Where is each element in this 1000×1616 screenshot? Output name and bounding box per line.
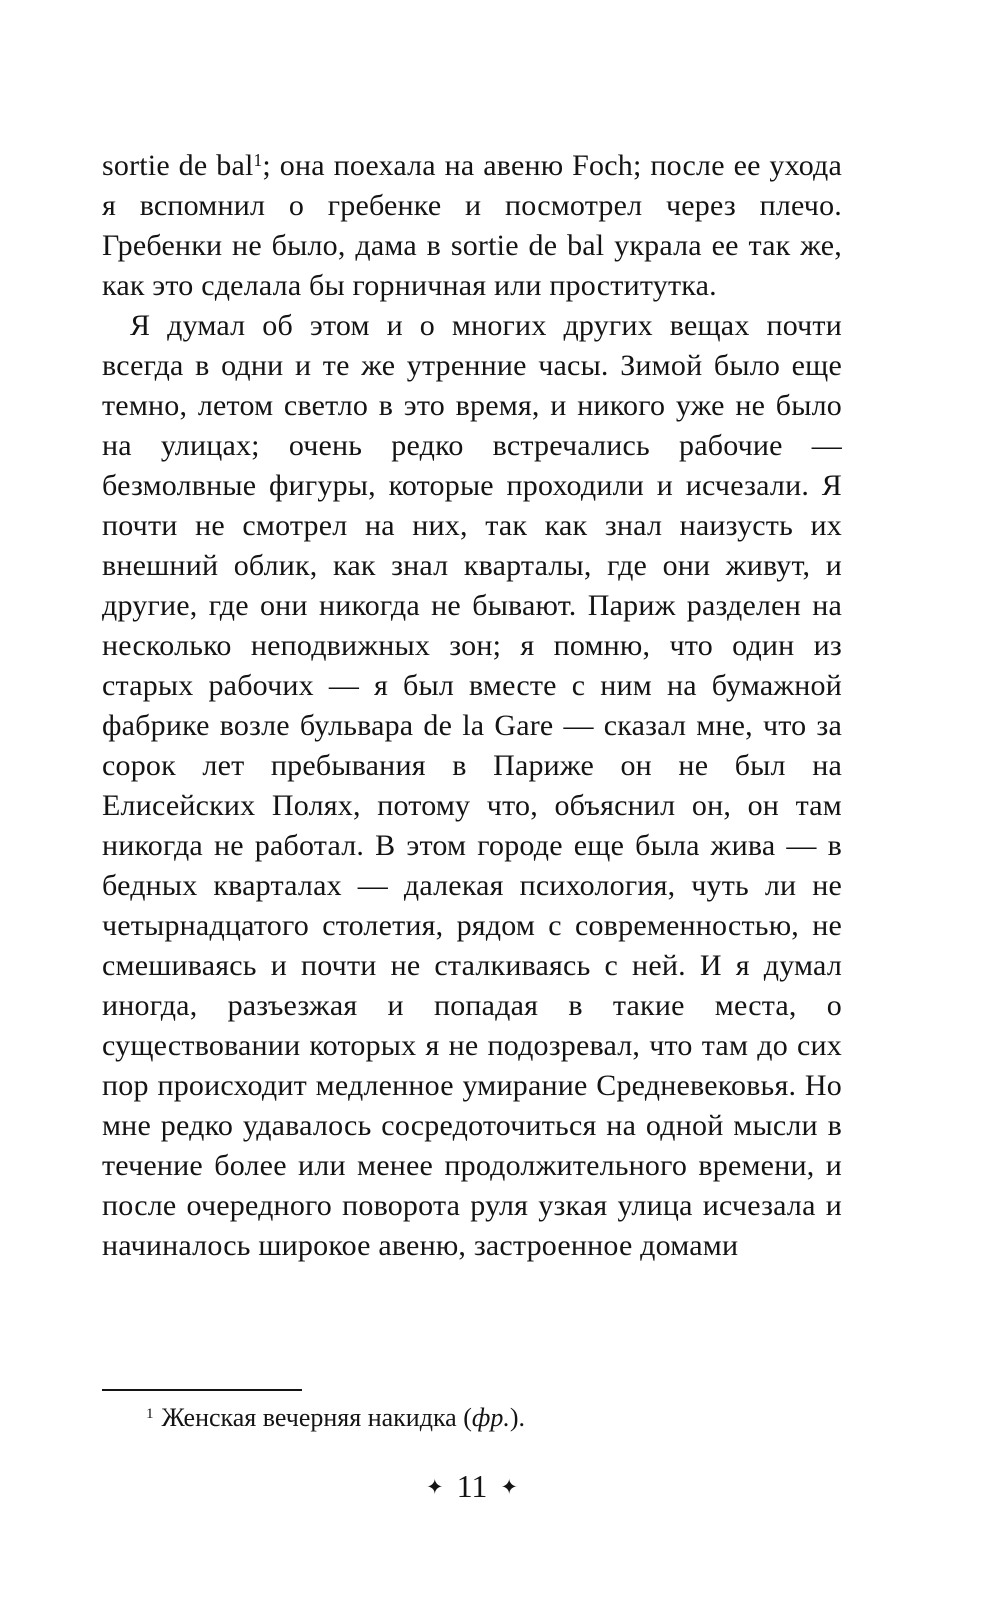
footnote-language-abbreviation: фр. [471, 1403, 510, 1432]
main-text [102, 146, 842, 1266]
paragraph: Я думал об этом и о многих других вещах почти всегда в одни и те же утренние часы. Зимой было еще темно, летом светло в это время, и никого уже не было на улицах; очень редко встречались рабочие — безмолвные фигуры, которые проходили и исчезали. Я почти не смотрел на них, так как знал наизусть их внешний облик, как знал кварталы, где они живут, и другие, где они никогда не бывают. Париж разделен на несколько неподвижных зон; я помню, что один из старых рабочих — я был вместе с ним на бумажной фабрике возле бульвара de la Gare — сказал мне, что за сорок лет пребывания в Париже он не был на Елисейских Полях, потому что, объяснил он, он там никогда не работал. В этом городе еще была жива — в бедных кварталах — далекая психология, чуть ли не четырнадцатого столетия, рядом с современностью, не смешиваясь и почти не сталкиваясь с ней. И я думал иногда, разъезжая и попадая в такие места, о существовании которых я не подозревал, что там до сих пор происходит медленное умирание Средневековья. Но мне редко удавалось сосредоточиться на одной мысли в течение более или менее продолжительного времени, и после очередного поворота руля узкая улица исчезала и начиналось широкое авеню, застроенное домами [102, 309, 842, 1262]
footnote-area [102, 1389, 842, 1434]
footnote-reference-marker: 1 [253, 149, 263, 170]
paragraph-text-after-footnote-ref: ; она поехала на авеню Foch; после ее ухода я вспомнил о гребенке и посмотрел через плечо. Гребенки не было, дама в sortie de bal украла ее так же, как это сделала бы горничная или проститутка. [102, 149, 843, 302]
diamond-ornament-right-icon: ✦ [500, 1475, 519, 1499]
page-number: 11 [456, 1468, 488, 1504]
page-footer [102, 1468, 842, 1505]
paragraph-continuation [102, 146, 842, 306]
paragraph-text-before-footnote-ref: sortie de bal [102, 149, 254, 182]
diamond-ornament-left-icon: ✦ [425, 1475, 444, 1499]
footnote-text-after: ). [509, 1403, 526, 1432]
footnote [102, 1401, 842, 1434]
footnote-rule [102, 1389, 302, 1391]
footnote-text-before: Женская вечерняя накидка ( [161, 1403, 472, 1432]
footnote-marker: 1 [146, 1405, 154, 1422]
